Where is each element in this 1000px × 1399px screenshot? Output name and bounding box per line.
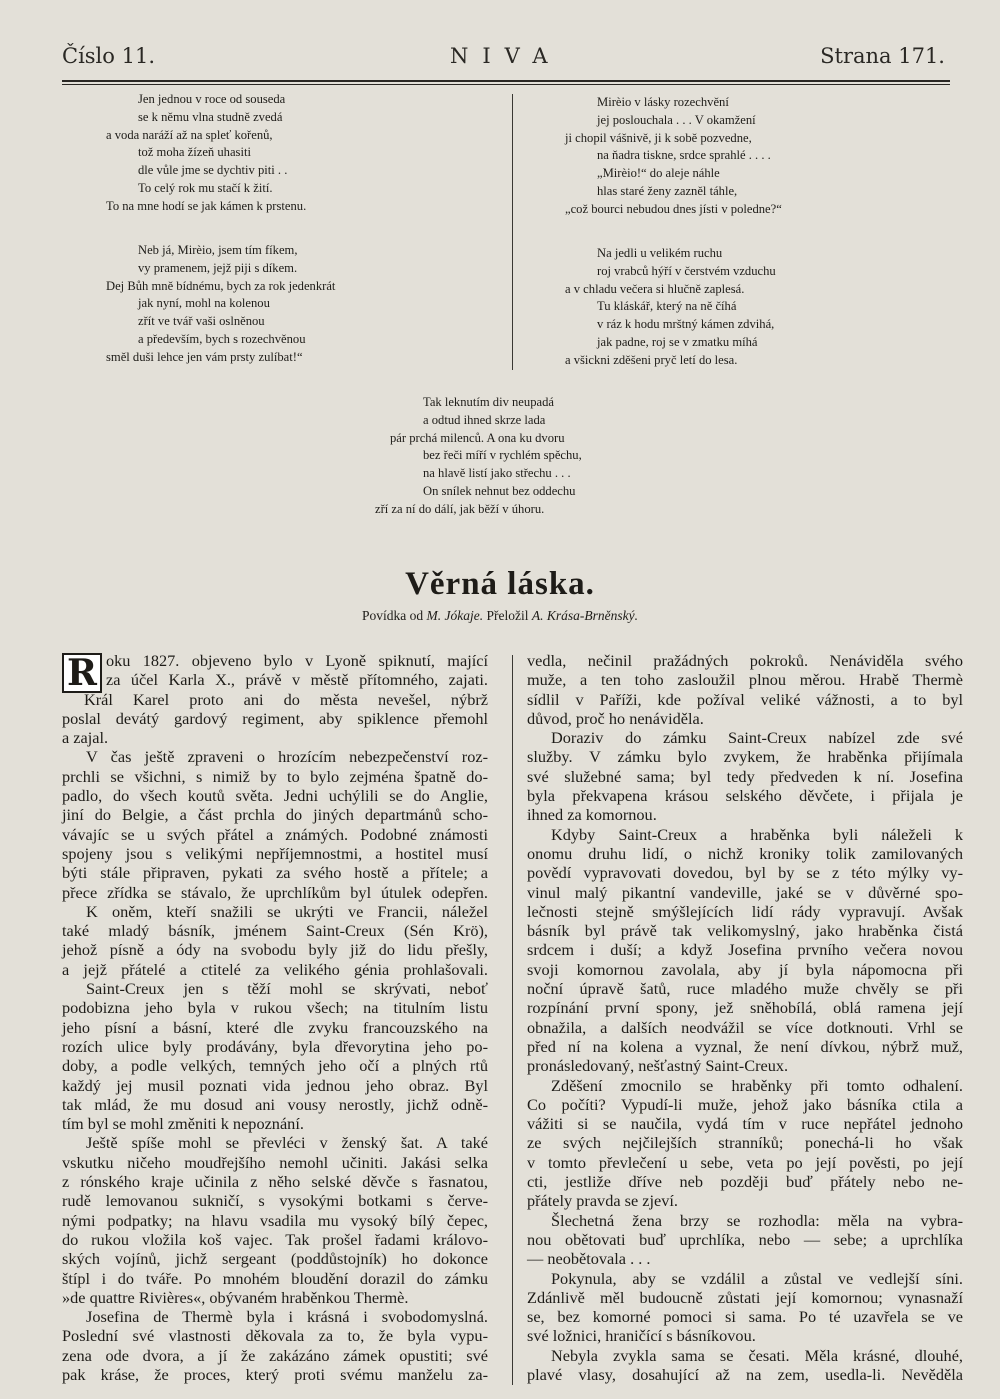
poem-stanza-right-1 (565, 94, 782, 219)
poem-line: To celý rok mu stačí k žití. (138, 180, 273, 195)
text-line: v tomto převlečení u sebe, veta po její pověsti, po její (527, 1152, 963, 1172)
poem-line: „což bourci nebudou dnes jísti v poledne?“ (565, 201, 782, 216)
text-line: jehož písně a ódy na svobodu byly již do lidu přešly, (62, 940, 488, 960)
text-line: oku 1827. objeveno bylo v Lyoně spiknutí, mající (106, 651, 488, 670)
text-line: se, bez komorné pomoci si sama. Po té uzavřela se ve (527, 1307, 963, 1327)
text-line: lečnosti stejně smýšlejících lidí rády vypravují. Avšak (527, 901, 963, 921)
text-line: vskutku ničeho moudřejšího nemohl učiniti. Jakási selka (62, 1152, 488, 1172)
poem-line: ji chopil vášnivě, ji k sobě pozvedne, (565, 130, 752, 145)
text-line: své ložnici, hraničící s básníkovou. (527, 1326, 756, 1346)
poem-line: Tu kláskář, který na ně číhá (597, 299, 737, 314)
poem-line: a především, bych s rozechvěnou (138, 331, 306, 346)
poem-line: a všickni zděšeni pryč letí do lesa. (565, 352, 738, 367)
poem-line: Na jedli u velikém ruchu (597, 246, 723, 260)
text-line: a jejž přátelé a ctitelé za velikého génia prohlašovali. (62, 959, 488, 979)
poem-column-divider (512, 94, 513, 370)
text-line: vážiti si se naučila, vydá tím v ruce nepřátel jednoho (527, 1114, 963, 1134)
text-line: prchli se všichni, s nimiž by to bylo zejména špatně do- (62, 766, 488, 786)
text-line: nou obětovati buď uprchlíka, nebo — sebe; a uprchlíka (527, 1229, 963, 1249)
text-line: ze svých nejčilejších stranníků; ponechá-li ho však (527, 1133, 963, 1153)
poem-line: pár prchá milenců. A ona ku dvoru (390, 430, 565, 445)
story-column-right (527, 651, 963, 1384)
text-line: obnažila, a dalších neodvážil se více dotknouti. Vrhl se (527, 1017, 963, 1037)
text-line: štípl i do tváře. Po mnohém bloudění dorazil do zámku (62, 1268, 488, 1288)
text-line: — neobětovala . . . (527, 1249, 651, 1269)
text-line: Co počíti? Vypudí-li muže, jehož jako básníka ctila a (527, 1094, 963, 1114)
text-line: byla překvapena krásou selského děvčete, i přijala je (527, 786, 963, 806)
text-line: důvod, proč ho nenáviděla. (527, 708, 704, 728)
text-line: tak mlád, že mu dosud ani vousy nerostly, jichž odně- (62, 1094, 488, 1114)
text-line: plavé vlasy, dosahující až na zem, usedla-li. Nevěděla (527, 1364, 963, 1384)
text-line: jiní do Belgie, a část prchla do jiných departmánů scho- (62, 805, 488, 825)
text-line: cti, jestliže dříve neb později buď přátely nebo ne- (527, 1172, 963, 1192)
text-line: býti stále připraven, pykati za svého hostě a přítele; a (62, 863, 488, 883)
poem-line: a v chladu večera si hlučně zaplesá. (565, 281, 745, 296)
text-line: muže, a ten toho zasloužil plnou měrou. Hrabě Thermè (527, 670, 963, 690)
text-line: za účel Karla X., právě v městě přítomného, zajati. (106, 670, 488, 690)
text-line: podobizna jeho byla v rukou všech; na titulním listu (62, 998, 488, 1018)
text-line: a zajal. (62, 728, 109, 748)
text-line: ských vojínů, jichž sergeant (poddůstojník) ho dokonce (62, 1249, 488, 1269)
text-line: do rukou vložila koš vajec. Tak prošel řadami královo- (62, 1229, 488, 1249)
text-line: Poslední své vlastnosti děkovala za to, že byla vypu- (62, 1326, 488, 1346)
poem-line: jak padne, roj se v zmatku míhá (597, 334, 758, 349)
text-line: Král Karel proto ani do města nevešel, nýbrž (84, 689, 488, 709)
story-title: Věrná láska. (405, 566, 595, 602)
text-line: z rónského kraje učinila z něho selské děvče s řasnatou, (62, 1172, 488, 1192)
poem-line: jej poslouchala . . . V okamžení (597, 112, 756, 127)
text-line: svoji komornou zavolala, aby jí byla nápomocna při (527, 959, 963, 979)
translator-prefix: Přeložil (486, 608, 529, 623)
text-line: Kdyby Saint-Creux a hraběnka byli náleželi k (551, 824, 963, 844)
text-line: srdcem i duší; a když Josefina prvního večera novou (527, 940, 963, 960)
text-line: své služebné sama; byl tedy předveden k ní. Josefina (527, 766, 963, 786)
header-rule-thin (62, 84, 950, 85)
poem-line: On snílek nehnut bez oddechu (423, 483, 576, 498)
text-line: básník byl právě tak velikomyslný, jako hraběnka čistá (527, 921, 963, 941)
poem-line: To na mne hodí se jak kámen k prstenu. (106, 198, 307, 213)
poem-line: zřít ve tvář vaši oslněnou (138, 314, 265, 329)
text-line: nými podpatky; na hlavu vsadila mu vysoký bílý čepec, (62, 1210, 488, 1230)
text-line: přece zřídka se stávalo, že uprchlíkům byl útulek odepřen. (62, 882, 488, 902)
text-line: sídlil v Paříži, kde požíval veliké vážnosti, a to byl (527, 689, 963, 709)
text-line: zena ode dvora, a jí že zakázáno zámek opustiti; své (62, 1345, 488, 1365)
text-line: pak kráse, že proces, který proti svému manželu za- (62, 1364, 488, 1384)
text-line: padlo, do všech koutů světa. Jedni uchýlili se do Anglie, (62, 786, 488, 806)
poem-line: na hlavě listí jako střechu . . . (423, 466, 571, 481)
story-byline (0, 608, 1000, 624)
text-line: pronásledovaný, nešťastný Saint-Creux. (527, 1056, 789, 1076)
poem-line: jak nyní, mohl na kolenou (138, 296, 270, 311)
poem-stanza-left-1 (106, 91, 306, 216)
text-line: K oněm, kteří snažili se ukrýti ve Francii, náležel (86, 901, 488, 921)
text-line: každý jej musil poznati vida jednou jeho obraz. Byl (62, 1075, 488, 1095)
poem-stanza-center (375, 394, 582, 519)
text-line: noční úpravě šatů, ruce mladého muže chvěly se při (527, 979, 963, 999)
header-rule (62, 80, 950, 82)
text-line: vávajíc se u svých přátel a známých. Podobné známosti (62, 824, 488, 844)
poem-line: vy pramenem, jejž piji s díkem. (138, 260, 298, 275)
text-line: Zděšení zmocnilo se hraběnky při tomto odhalení. (551, 1075, 963, 1095)
poem-line: se k němu vlna studně zvedá (138, 109, 283, 124)
story-column-left (62, 651, 488, 1384)
text-line: rozích ulice byly prodávány, byla dřevorytina jeho po- (62, 1036, 488, 1056)
text-line: Ještě spíše mohl se převléci v ženský šat. A také (86, 1133, 488, 1153)
poem-line: v ráz k hodu mrštný kámen zdvihá, (597, 317, 775, 332)
text-line: spojeny jsou s velikými nepříjemnostmi, a hostitel musí (62, 843, 488, 863)
text-line: »de quattre Rivières«, obývaném hraběnkou Thermè. (62, 1287, 409, 1307)
text-line: onomu druhu lidí, o nichž kroniky tolik zamilovaných (527, 843, 963, 863)
poem-line: Dej Bůh mně bídnému, bych za rok jedenkrát (106, 278, 336, 293)
magazine-name: NIVA (450, 44, 562, 68)
poem-line: a voda naráží až na spleť kořenů, (106, 127, 273, 142)
text-line: Josefina de Thermè byla i krásná i svobodomyslná. (86, 1307, 488, 1327)
text-line: rozpínání první spony, jež sněhobílá, oblá ramena její (527, 998, 963, 1018)
issue-number: Číslo 11. (62, 44, 155, 68)
poem-line: dle vůle jme se dychtiv piti . . (138, 163, 288, 178)
text-line: Šlechetná žena brzy se rozhodla: měla na vybra- (551, 1210, 963, 1230)
text-line: Doraziv do zámku Saint-Creux nabízel zde své (551, 728, 963, 748)
poem-line: Jen jednou v roce od souseda (138, 92, 286, 106)
poem-stanza-right-2 (565, 245, 776, 370)
text-line: Saint-Creux jen s těží mohl se skrývati, neboť (86, 979, 488, 999)
translator-name: A. Krása-Brněnský. (531, 608, 638, 623)
poem-line: „Mirèio!“ do aleje náhle (597, 166, 720, 181)
text-line: rudě lemovanou sukničí, s vysokými botkami s červe- (62, 1191, 488, 1211)
poem-line: bez řeči míří v rychlém spěchu, (423, 448, 582, 463)
poem-line: na ňadra tiskne, srdce sprahlé . . . . (597, 148, 771, 163)
text-line: V čas ještě zpraveni o hrozícím nebezpečenství roz- (86, 747, 488, 767)
poem-line: hlas staré ženy zazněl táhle, (597, 183, 738, 198)
poem-line: Neb já, Mirèio, jsem tím fíkem, (138, 243, 298, 257)
text-line: tím byl se mohl změniti k nepoznání. (62, 1114, 304, 1134)
text-line: doby, a podle velkých, temných jeho očí a plných rtů (62, 1056, 488, 1076)
poem-line: Mirèio v lásky rozechvění (597, 95, 729, 109)
text-line: jeho písní a básní, které dle zvyku francouzského na (62, 1017, 488, 1037)
text-line: ihned za komornou. (527, 805, 657, 825)
author-name: M. Jókaje. (426, 608, 484, 623)
page-number: Strana 171. (820, 44, 945, 68)
text-line: poslal devátý gardový regiment, aby spiklence přemohl (62, 708, 488, 728)
poem-line: směl duši lehce jen vám prsty zulíbat!“ (106, 349, 303, 364)
text-line: povědí vypravovati dovedou, byl by se z této mýlky vy- (527, 863, 963, 883)
column-divider (512, 655, 513, 1385)
poem-line: a odtud ihned skrze lada (423, 412, 546, 427)
text-line: přátely pravda se zjeví. (527, 1191, 678, 1211)
text-line: před ní na kolena a vyznal, že není dívkou, nýbrž muž, (527, 1036, 963, 1056)
text-line: také mladý básník, jménem Saint-Creux (Sén Krö), (62, 921, 488, 941)
poem-line: roj vrabců hýří v čerstvém vzduchu (597, 263, 776, 278)
poem-stanza-left-2 (106, 242, 335, 367)
text-line: vinul malý pikantní vandeville, jaké se v důvěrné spo- (527, 882, 963, 902)
poem-line: zří za ní do dálí, jak běží v úhoru. (375, 501, 545, 516)
text-line: vedla, nečinil pražádných pokroků. Nenáviděla svého (527, 651, 963, 670)
text-line: Zdánlivě měl budoucně zůstati její komornou; vynasnaží (527, 1287, 963, 1307)
poem-line: Tak leknutím div neupadá (423, 395, 554, 409)
drop-cap-letter: R (67, 652, 97, 694)
text-line: služby. V zámku bylo zvykem, že hraběnka přijímala (527, 747, 963, 767)
poem-line: tož moha žízeň uhasiti (138, 145, 251, 160)
text-line: Pokynula, aby se vzdálil a zůstal ve vedlejší síni. (551, 1268, 963, 1288)
byline-prefix: Povídka od (362, 608, 424, 623)
text-line: Nebyla zvykla sama se česati. Měla krásné, dlouhé, (551, 1345, 963, 1365)
